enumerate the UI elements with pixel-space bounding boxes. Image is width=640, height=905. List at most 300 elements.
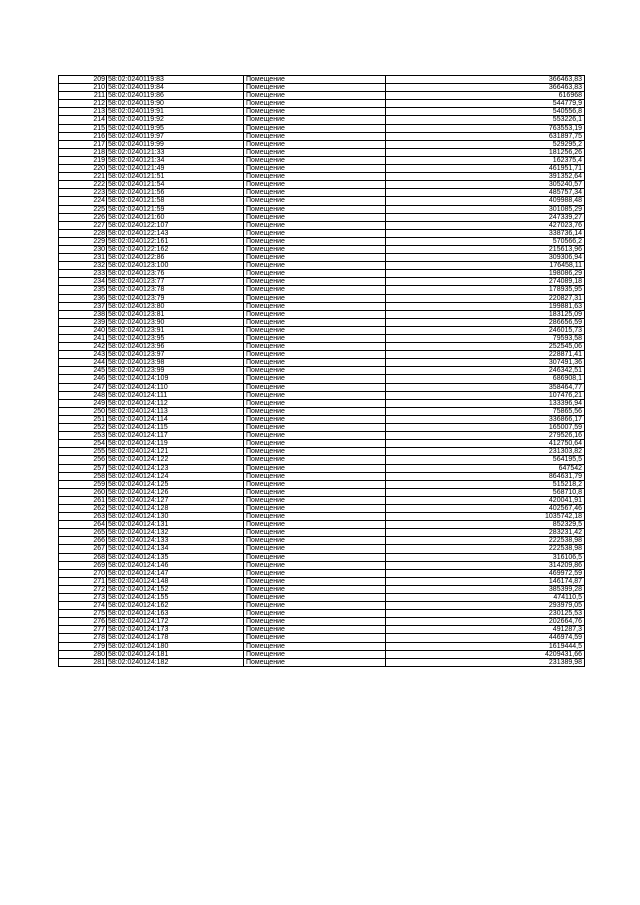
cadastral-value: 316106,5: [386, 553, 585, 561]
cadastral-value: 553226,1: [386, 116, 585, 124]
row-number: 249: [59, 399, 107, 407]
row-number: 255: [59, 448, 107, 456]
table-row: [59, 456, 585, 464]
row-number: 227: [59, 221, 107, 229]
object-type: Помещение: [244, 205, 386, 213]
row-number: 209: [59, 76, 107, 84]
row-number: 280: [59, 650, 107, 658]
cadastral-value: 199881,63: [386, 302, 585, 310]
cadastral-number: 58:02:0240123:81: [107, 310, 244, 318]
row-number: 216: [59, 132, 107, 140]
cadastral-number: 58:02:0240124:128: [107, 504, 244, 512]
cadastral-value: 1035742,18: [386, 513, 585, 521]
cadastral-value: 491287,3: [386, 626, 585, 634]
cadastral-value: 515218,2: [386, 480, 585, 488]
table-row: [59, 189, 585, 197]
table-row: [59, 658, 585, 666]
row-number: 272: [59, 585, 107, 593]
cadastral-value: 222538,98: [386, 545, 585, 553]
cadastral-value: 686908,1: [386, 375, 585, 383]
table-row: [59, 156, 585, 164]
object-type: Помещение: [244, 577, 386, 585]
cadastral-number: 58:02:0240121:56: [107, 189, 244, 197]
cadastral-number: 58:02:0240119:99: [107, 140, 244, 148]
row-number: 226: [59, 213, 107, 221]
table-row: [59, 302, 585, 310]
cadastral-value: 165007,59: [386, 424, 585, 432]
row-number: 212: [59, 100, 107, 108]
table-row: [59, 148, 585, 156]
cadastral-number: 58:02:0240124:109: [107, 375, 244, 383]
cadastral-number: 58:02:0240121:60: [107, 213, 244, 221]
row-number: 278: [59, 634, 107, 642]
cadastral-number: 58:02:0240124:132: [107, 529, 244, 537]
object-type: Помещение: [244, 642, 386, 650]
cadastral-number: 58:02:0240124:147: [107, 569, 244, 577]
row-number: 217: [59, 140, 107, 148]
cadastral-value: 79593,58: [386, 335, 585, 343]
cadastral-number: 58:02:0240124:155: [107, 594, 244, 602]
row-number: 274: [59, 602, 107, 610]
table-row: [59, 262, 585, 270]
cadastral-number: 58:02:0240119:92: [107, 116, 244, 124]
cadastral-value: 427023,76: [386, 221, 585, 229]
cadastral-value: 446974,59: [386, 634, 585, 642]
table-row: [59, 100, 585, 108]
cadastral-value: 385399,28: [386, 585, 585, 593]
object-type: Помещение: [244, 553, 386, 561]
object-type: Помещение: [244, 424, 386, 432]
cadastral-number: 58:02:0240119:90: [107, 100, 244, 108]
table-row: [59, 399, 585, 407]
cadastral-value: 246342,51: [386, 367, 585, 375]
cadastral-value: 469972,59: [386, 569, 585, 577]
cadastral-value: 474110,5: [386, 594, 585, 602]
table-row: [59, 504, 585, 512]
table-row: [59, 254, 585, 262]
cadastral-number: 58:02:0240123:78: [107, 286, 244, 294]
table-row: [59, 650, 585, 658]
object-type: Помещение: [244, 496, 386, 504]
row-number: 263: [59, 513, 107, 521]
cadastral-number: 58:02:0240124:163: [107, 610, 244, 618]
cadastral-number: 58:02:0240122:162: [107, 245, 244, 253]
cadastral-value: 301085,29: [386, 205, 585, 213]
row-number: 266: [59, 537, 107, 545]
cadastral-value: 412750,64: [386, 440, 585, 448]
cadastral-value: 176458,11: [386, 262, 585, 270]
cadastral-number: 58:02:0240124:133: [107, 537, 244, 545]
row-number: 244: [59, 359, 107, 367]
table-row: [59, 602, 585, 610]
cadastral-number: 58:02:0240124:112: [107, 399, 244, 407]
cadastral-value: 293979,05: [386, 602, 585, 610]
table-row: [59, 537, 585, 545]
table-row: [59, 140, 585, 148]
cadastral-value: 409988,48: [386, 197, 585, 205]
cadastral-value: 4209431,66: [386, 650, 585, 658]
object-type: Помещение: [244, 262, 386, 270]
table-row: [59, 367, 585, 375]
cadastral-value: 336866,17: [386, 415, 585, 423]
object-type: Помещение: [244, 594, 386, 602]
cadastral-value: 107476,21: [386, 391, 585, 399]
table-row: [59, 561, 585, 569]
table-row: [59, 76, 585, 84]
cadastral-value: 178935,95: [386, 286, 585, 294]
table-row: [59, 383, 585, 391]
row-number: 224: [59, 197, 107, 205]
cadastral-number: 58:02:0240124:131: [107, 521, 244, 529]
object-type: Помещение: [244, 92, 386, 100]
cadastral-number: 58:02:0240119:84: [107, 84, 244, 92]
cadastral-value: 215613,96: [386, 245, 585, 253]
table-row: [59, 124, 585, 132]
row-number: 231: [59, 254, 107, 262]
object-type: Помещение: [244, 140, 386, 148]
row-number: 221: [59, 173, 107, 181]
cadastral-number: 58:02:0240124:113: [107, 407, 244, 415]
object-type: Помещение: [244, 391, 386, 399]
object-type: Помещение: [244, 84, 386, 92]
object-type: Помещение: [244, 221, 386, 229]
cadastral-number: 58:02:0240124:127: [107, 496, 244, 504]
object-type: Помещение: [244, 480, 386, 488]
cadastral-number: 58:02:0240123:100: [107, 262, 244, 270]
cadastral-number: 58:02:0240124:124: [107, 472, 244, 480]
cadastral-value: 570566,2: [386, 237, 585, 245]
table-row: [59, 294, 585, 302]
cadastral-number: 58:02:0240124:134: [107, 545, 244, 553]
row-number: 239: [59, 318, 107, 326]
object-type: Помещение: [244, 488, 386, 496]
cadastral-value: 283231,42: [386, 529, 585, 537]
table-row: [59, 610, 585, 618]
table-row: [59, 181, 585, 189]
table-row: [59, 569, 585, 577]
cadastral-value: 198086,29: [386, 270, 585, 278]
table-row: [59, 359, 585, 367]
row-number: 245: [59, 367, 107, 375]
object-type: Помещение: [244, 415, 386, 423]
row-number: 270: [59, 569, 107, 577]
row-number: 269: [59, 561, 107, 569]
row-number: 256: [59, 456, 107, 464]
row-number: 215: [59, 124, 107, 132]
table-row: [59, 391, 585, 399]
object-type: Помещение: [244, 521, 386, 529]
row-number: 271: [59, 577, 107, 585]
cadastral-number: 58:02:0240124:122: [107, 456, 244, 464]
row-number: 253: [59, 432, 107, 440]
cadastral-value: 1619444,5: [386, 642, 585, 650]
table-row: [59, 335, 585, 343]
object-type: Помещение: [244, 254, 386, 262]
object-type: Помещение: [244, 585, 386, 593]
table-row: [59, 213, 585, 221]
object-type: Помещение: [244, 326, 386, 334]
object-type: Помещение: [244, 318, 386, 326]
cadastral-value: 544779,9: [386, 100, 585, 108]
cadastral-number: 58:02:0240122:86: [107, 254, 244, 262]
object-type: Помещение: [244, 286, 386, 294]
cadastral-number: 58:02:0240124:182: [107, 658, 244, 666]
table-row: [59, 594, 585, 602]
object-type: Помещение: [244, 545, 386, 553]
cadastral-value: 338736,14: [386, 229, 585, 237]
table-row: [59, 237, 585, 245]
cadastral-value: 540556,8: [386, 108, 585, 116]
row-number: 228: [59, 229, 107, 237]
cadastral-value: 402567,46: [386, 504, 585, 512]
cadastral-value: 529295,2: [386, 140, 585, 148]
cadastral-number: 58:02:0240124:114: [107, 415, 244, 423]
cadastral-value: 309306,94: [386, 254, 585, 262]
cadastral-value: 358464,77: [386, 383, 585, 391]
table-row: [59, 343, 585, 351]
object-type: Помещение: [244, 124, 386, 132]
row-number: 258: [59, 472, 107, 480]
cadastral-value: 864631,79: [386, 472, 585, 480]
row-number: 262: [59, 504, 107, 512]
cadastral-number: 58:02:0240121:49: [107, 165, 244, 173]
cadastral-number: 58:02:0240123:91: [107, 326, 244, 334]
row-number: 279: [59, 642, 107, 650]
cadastral-value: 231303,82: [386, 448, 585, 456]
cadastral-number: 58:02:0240123:80: [107, 302, 244, 310]
object-type: Помещение: [244, 197, 386, 205]
cadastral-value: 391352,64: [386, 173, 585, 181]
object-type: Помещение: [244, 383, 386, 391]
object-type: Помещение: [244, 278, 386, 286]
object-type: Помещение: [244, 351, 386, 359]
cadastral-value: 366463,83: [386, 76, 585, 84]
row-number: 242: [59, 343, 107, 351]
object-type: Помещение: [244, 432, 386, 440]
cadastral-number: 58:02:0240119:83: [107, 76, 244, 84]
cadastral-number: 58:02:0240124:152: [107, 585, 244, 593]
table-row: [59, 173, 585, 181]
table-row: [59, 513, 585, 521]
row-number: 241: [59, 335, 107, 343]
row-number: 222: [59, 181, 107, 189]
row-number: 220: [59, 165, 107, 173]
cadastral-value: 314209,86: [386, 561, 585, 569]
object-type: Помещение: [244, 367, 386, 375]
table-row: [59, 432, 585, 440]
object-type: Помещение: [244, 529, 386, 537]
cadastral-value: 461951,71: [386, 165, 585, 173]
cadastral-number: 58:02:0240124:173: [107, 626, 244, 634]
row-number: 237: [59, 302, 107, 310]
table-row: [59, 278, 585, 286]
table-row: [59, 205, 585, 213]
row-number: 213: [59, 108, 107, 116]
table-row: [59, 92, 585, 100]
row-number: 260: [59, 488, 107, 496]
table-row: [59, 545, 585, 553]
cadastral-number: 58:02:0240123:99: [107, 367, 244, 375]
object-type: Помещение: [244, 108, 386, 116]
cadastral-number: 58:02:0240124:117: [107, 432, 244, 440]
cadastral-value: 647542: [386, 464, 585, 472]
table-row: [59, 318, 585, 326]
table-row: [59, 424, 585, 432]
cadastral-number: 58:02:0240123:97: [107, 351, 244, 359]
row-number: 229: [59, 237, 107, 245]
object-type: Помещение: [244, 181, 386, 189]
row-number: 257: [59, 464, 107, 472]
cadastral-value: 366463,83: [386, 84, 585, 92]
table-row: [59, 310, 585, 318]
cadastral-number: 58:02:0240124:111: [107, 391, 244, 399]
cadastral-number: 58:02:0240124:178: [107, 634, 244, 642]
cadastral-number: 58:02:0240123:79: [107, 294, 244, 302]
cadastral-number: 58:02:0240124:130: [107, 513, 244, 521]
object-type: Помещение: [244, 634, 386, 642]
object-type: Помещение: [244, 407, 386, 415]
row-number: 235: [59, 286, 107, 294]
cadastral-number: 58:02:0240121:58: [107, 197, 244, 205]
cadastral-number: 58:02:0240123:90: [107, 318, 244, 326]
table-row: [59, 165, 585, 173]
cadastral-number: 58:02:0240124:110: [107, 383, 244, 391]
table-row: [59, 496, 585, 504]
row-number: 281: [59, 658, 107, 666]
row-number: 238: [59, 310, 107, 318]
row-number: 277: [59, 626, 107, 634]
row-number: 210: [59, 84, 107, 92]
table-row: [59, 472, 585, 480]
object-type: Помещение: [244, 399, 386, 407]
row-number: 247: [59, 383, 107, 391]
cadastral-number: 58:02:0240124:119: [107, 440, 244, 448]
object-type: Помещение: [244, 456, 386, 464]
table-row: [59, 488, 585, 496]
cadastral-number: 58:02:0240124:115: [107, 424, 244, 432]
object-type: Помещение: [244, 650, 386, 658]
row-number: 218: [59, 148, 107, 156]
object-type: Помещение: [244, 100, 386, 108]
table-row: [59, 634, 585, 642]
row-number: 234: [59, 278, 107, 286]
cadastral-value: 485757,34: [386, 189, 585, 197]
cadastral-number: 58:02:0240123:77: [107, 278, 244, 286]
table-row: [59, 407, 585, 415]
row-number: 254: [59, 440, 107, 448]
object-type: Помещение: [244, 270, 386, 278]
cadastral-value: 202664,76: [386, 618, 585, 626]
cadastral-number: 58:02:0240119:95: [107, 124, 244, 132]
table-body: [59, 76, 585, 667]
table-row: [59, 585, 585, 593]
cadastral-number: 58:02:0240121:33: [107, 148, 244, 156]
cadastral-number: 58:02:0240124:125: [107, 480, 244, 488]
cadastral-value: 75865,56: [386, 407, 585, 415]
object-type: Помещение: [244, 375, 386, 383]
cadastral-number: 58:02:0240123:98: [107, 359, 244, 367]
cadastral-value: 183125,09: [386, 310, 585, 318]
cadastral-number: 58:02:0240121:54: [107, 181, 244, 189]
cadastral-number: 58:02:0240124:162: [107, 602, 244, 610]
object-type: Помещение: [244, 229, 386, 237]
table-row: [59, 440, 585, 448]
object-type: Помещение: [244, 245, 386, 253]
object-type: Помещение: [244, 602, 386, 610]
cadastral-value: 279526,16: [386, 432, 585, 440]
row-number: 275: [59, 610, 107, 618]
cadastral-number: 58:02:0240124:172: [107, 618, 244, 626]
cadastral-number: 58:02:0240124:148: [107, 577, 244, 585]
object-type: Помещение: [244, 513, 386, 521]
cadastral-number: 58:02:0240121:51: [107, 173, 244, 181]
cadastral-value: 230125,53: [386, 610, 585, 618]
object-type: Помещение: [244, 310, 386, 318]
cadastral-number: 58:02:0240119:86: [107, 92, 244, 100]
cadastral-value: 763553,19: [386, 124, 585, 132]
cadastral-value: 228871,41: [386, 351, 585, 359]
cadastral-number: 58:02:0240123:76: [107, 270, 244, 278]
cadastral-number: 58:02:0240122:161: [107, 237, 244, 245]
cadastral-number: 58:02:0240121:34: [107, 156, 244, 164]
cadastral-value: 852329,5: [386, 521, 585, 529]
object-type: Помещение: [244, 335, 386, 343]
table-row: [59, 197, 585, 205]
table-row: [59, 270, 585, 278]
table-row: [59, 618, 585, 626]
cadastral-value: 222538,98: [386, 537, 585, 545]
object-type: Помещение: [244, 116, 386, 124]
cadastral-table: [58, 75, 585, 667]
row-number: 240: [59, 326, 107, 334]
cadastral-value: 286656,59: [386, 318, 585, 326]
object-type: Помещение: [244, 626, 386, 634]
table-row: [59, 415, 585, 423]
row-number: 276: [59, 618, 107, 626]
row-number: 265: [59, 529, 107, 537]
table-row: [59, 448, 585, 456]
cadastral-number: 58:02:0240122:107: [107, 221, 244, 229]
cadastral-value: 305240,57: [386, 181, 585, 189]
table-row: [59, 221, 585, 229]
cadastral-number: 58:02:0240123:95: [107, 335, 244, 343]
cadastral-number: 58:02:0240124:146: [107, 561, 244, 569]
table-row: [59, 351, 585, 359]
object-type: Помещение: [244, 448, 386, 456]
object-type: Помещение: [244, 156, 386, 164]
cadastral-number: 58:02:0240119:91: [107, 108, 244, 116]
row-number: 230: [59, 245, 107, 253]
cadastral-number: 58:02:0240124:180: [107, 642, 244, 650]
row-number: 248: [59, 391, 107, 399]
cadastral-value: 568710,8: [386, 488, 585, 496]
row-number: 214: [59, 116, 107, 124]
table-row: [59, 132, 585, 140]
object-type: Помещение: [244, 618, 386, 626]
object-type: Помещение: [244, 132, 386, 140]
table-row: [59, 229, 585, 237]
object-type: Помещение: [244, 472, 386, 480]
row-number: 232: [59, 262, 107, 270]
row-number: 252: [59, 424, 107, 432]
cadastral-value: 220827,31: [386, 294, 585, 302]
cadastral-number: 58:02:0240124:135: [107, 553, 244, 561]
object-type: Помещение: [244, 165, 386, 173]
object-type: Помещение: [244, 537, 386, 545]
object-type: Помещение: [244, 294, 386, 302]
row-number: 211: [59, 92, 107, 100]
row-number: 250: [59, 407, 107, 415]
